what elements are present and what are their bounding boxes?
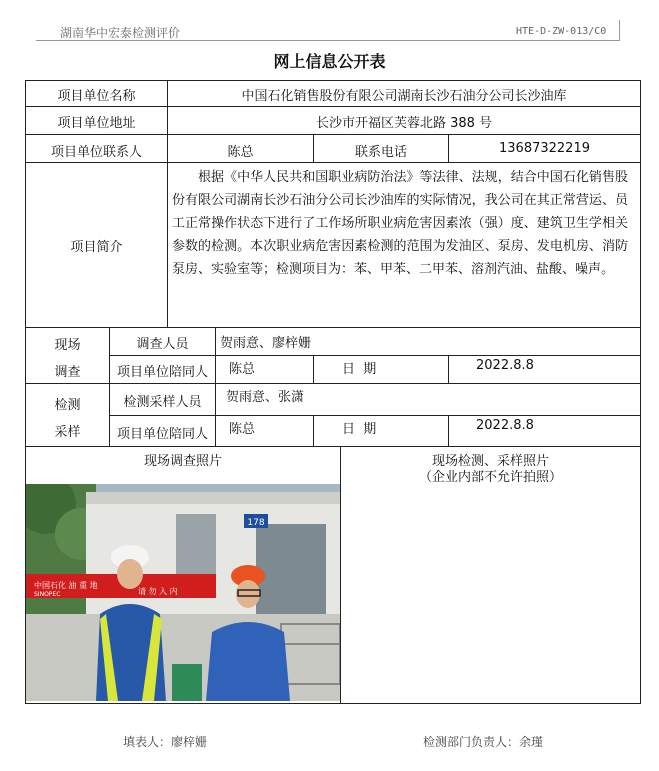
footer-manager: 检测部门负责人：余瑾 <box>423 735 544 749</box>
phone-value: 13687322219 <box>499 141 590 156</box>
header-org: 湖南华中宏泰检测评价 <box>60 26 181 40</box>
survey-label-line2: 调查 <box>54 365 81 380</box>
sampling-date-value: 2022.8.8 <box>476 418 534 433</box>
phone-label: 联系电话 <box>354 145 407 160</box>
intro-text <box>172 166 628 281</box>
survey-staff-label: 调查人员 <box>136 337 189 352</box>
survey-date-label-cell <box>313 355 449 384</box>
unit-name-value: 中国石化销售股份有限公司湖南长沙石油分公司长沙油库 <box>241 89 567 104</box>
header-doc-code: HTE-D-ZW-013/C0 <box>516 26 607 37</box>
survey-escort-label: 项目单位陪同人 <box>116 365 208 380</box>
survey-label-line1: 现场 <box>54 338 81 353</box>
survey-date-label: 日 期 <box>342 362 377 377</box>
survey-photo-title: 现场调查照片 <box>143 454 222 469</box>
contact-label: 项目单位联系人 <box>50 145 142 160</box>
photo-door-number: 178 <box>247 518 265 528</box>
intro-label: 项目简介 <box>70 240 123 255</box>
sampling-label-line2: 采样 <box>54 425 81 440</box>
photo-sign-brand: SINOPEC <box>34 591 61 598</box>
page-title: 网上信息公开表 <box>273 52 386 71</box>
address-label: 项目单位地址 <box>57 116 136 131</box>
sampling-label-line1: 检测 <box>54 398 81 413</box>
intro-paragraph: 根据《中华人民共和国职业病防治法》等法律、法规，结合中国石化销售股份有限公司湖南长沙石油分公司长沙油库的实际情况，我公司在其正常营运、员工正常操作状态下进行了工作场所职业病危害因素浓（强）度、建筑卫生学相关参数的检测。本次职业病危害因素检测的范围为发油区、泵房、发电机房、消防泵房、实验室等；检测项目为：苯、甲苯、二甲苯、溶剂汽油、盐酸、噪声。 <box>172 170 628 277</box>
survey-escort-value: 陈总 <box>229 362 256 377</box>
survey-date-value: 2022.8.8 <box>476 358 534 373</box>
contact-value: 陈总 <box>227 145 254 160</box>
survey-staff-value: 贺雨意、廖梓姗 <box>220 336 312 351</box>
sampling-photo-title: 现场检测、采样照片 <box>431 454 549 469</box>
sampling-photo-note: （企业内部不允许拍照） <box>418 470 562 485</box>
unit-name-label: 项目单位名称 <box>57 89 136 104</box>
address-value: 长沙市开福区芙蓉北路 388 号 <box>315 116 493 131</box>
footer-filler: 填表人：廖梓姗 <box>123 735 208 749</box>
sampling-staff-value: 贺雨意、张潇 <box>226 390 305 405</box>
sampling-escort-label: 项目单位陪同人 <box>116 427 208 442</box>
header-divider <box>36 40 620 41</box>
sampling-date-label: 日 期 <box>342 422 377 437</box>
site-survey-photo <box>26 484 340 701</box>
sampling-escort-value: 陈总 <box>229 422 256 437</box>
sampling-staff-label: 检测采样人员 <box>123 395 202 410</box>
header-divider-tick <box>619 20 620 41</box>
photo-sign-right: 请 勿 入 内 <box>138 587 178 596</box>
photo-sign-left: 中国石化 油 重 地 <box>34 581 98 590</box>
sampling-date-label-cell <box>313 415 449 447</box>
